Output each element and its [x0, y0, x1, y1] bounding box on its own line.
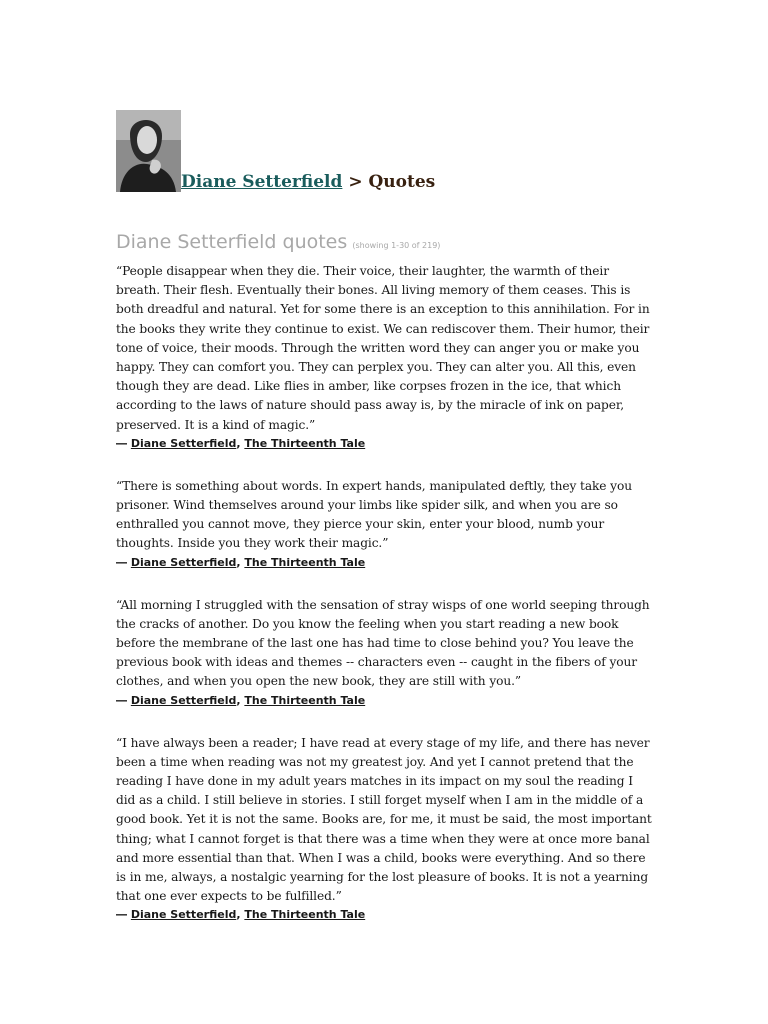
author-link[interactable]: Diane Setterfield [130, 436, 237, 450]
page-header [116, 108, 652, 192]
quotes-page [116, 108, 652, 924]
book-link[interactable]: The Thirteenth Tale [244, 908, 366, 922]
quote-item [116, 477, 652, 572]
quotes-heading [116, 230, 652, 258]
breadcrumb-separator: > [342, 172, 369, 192]
quote-item [116, 734, 652, 925]
quote-text: “People disappear when they die. Their voice, their laughter, the warmth of their breath. Their flesh. Eventually their bones. All living memory of them ceases. This is both dreadful and natural. Yet for some there is an exception to this annihilation. For in the books they write they continue to exist. We can rediscover them. Their humor, their tone of voice, their moods. Through the written word they can anger you or make you happy. They can comfort you. They can perplex you. They can alter you. All this, even though they are dead. Like flies in amber, like corpses frozen in the ice, that which according to the laws of nature should pass away is, by the miracle of ink on paper, preserved. It is a kind of magic.” [116, 264, 650, 432]
attribution-comma: , [236, 908, 245, 922]
breadcrumb [181, 172, 435, 192]
book-link[interactable]: The Thirteenth Tale [244, 693, 366, 707]
attribution-comma: , [236, 693, 245, 707]
author-link[interactable]: Diane Setterfield [130, 555, 237, 569]
book-link[interactable]: The Thirteenth Tale [244, 555, 366, 569]
quote-attribution [116, 435, 652, 453]
author-link[interactable]: Diane Setterfield [130, 908, 237, 922]
quote-attribution [116, 554, 652, 572]
quote-text: “All morning I struggled with the sensation of stray wisps of one world seeping through the cracks of another. Do you know the feeling when you start reading a new book before the membrane of the last one has had time to close behind you? You leave the previous book with ideas and themes -- characters even -- caught in the fibers of your clothes, and when you open the new book, they are still with you.” [116, 597, 650, 689]
attribution-dash: ― [116, 555, 131, 569]
book-link[interactable]: The Thirteenth Tale [244, 436, 366, 450]
attribution-dash: ― [116, 436, 131, 450]
quote-attribution [116, 906, 652, 924]
quote-count: (showing 1-30 of 219) [352, 241, 441, 250]
quote-text: “There is something about words. In expert hands, manipulated deftly, they take you prisoner. Wind themselves around your limbs like spider silk, and when you are so enthralled you cannot move, they pierce your skin, enter your blood, numb your thoughts. Inside you they work their magic.” [116, 478, 632, 551]
attribution-comma: , [236, 555, 245, 569]
quote-item [116, 262, 652, 453]
author-photo[interactable] [116, 110, 181, 192]
page-title: Diane Setterfield quotes [116, 231, 348, 253]
quote-item [116, 596, 652, 710]
attribution-dash: ― [116, 908, 131, 922]
attribution-comma: , [236, 436, 245, 450]
author-link[interactable]: Diane Setterfield [181, 172, 343, 192]
quote-text: “I have always been a reader; I have read at every stage of my life, and there has never been a time when reading was not my greatest joy. And yet I cannot pretend that the reading I have done in my adult years matches in its impact on my soul the reading I did as a child. I still believe in stories. I still forget myself when I am in the middle of a good book. Yet it is not the same. Books are, for me, it must be said, the most important thing; what I cannot forget is that there was a time when they were at once more banal and more essential than that. When I was a child, books were everything. And so there is in me, always, a nostalgic yearning for the lost pleasure of books. It is not a yearning that one ever expects to be fulfilled.” [116, 735, 652, 904]
section-label: Quotes [368, 172, 436, 192]
author-link[interactable]: Diane Setterfield [130, 693, 237, 707]
attribution-dash: ― [116, 693, 131, 707]
quote-attribution [116, 692, 652, 710]
